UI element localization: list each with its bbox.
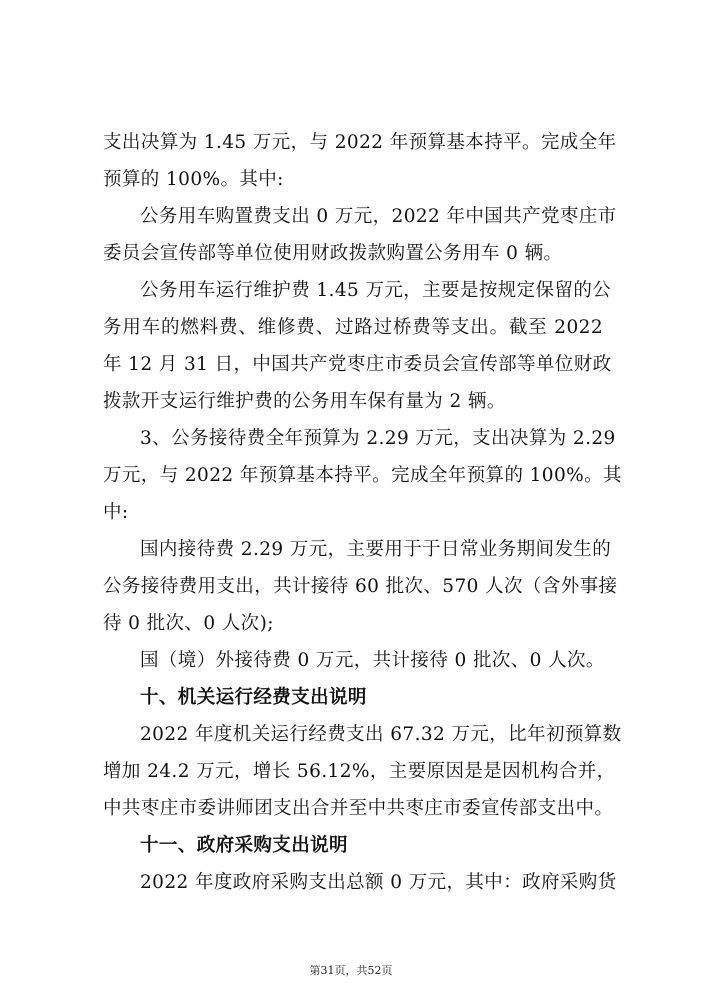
body-text-line: 国内接待费 2.29 万元，主要用于于日常业务期间发生的	[140, 539, 612, 560]
page-number-footer: 第31页，共52页	[309, 964, 393, 977]
section-heading: 十、机关运行经费支出说明	[140, 687, 367, 708]
body-text-line: 中共枣庄市委讲师团支出合并至中共枣庄市委宣传部支出中。	[103, 798, 614, 819]
body-text-line: 万元，与 2022 年预算基本持平。完成全年预算的 100%。其	[103, 465, 622, 486]
body-text-line: 2022 年度政府采购支出总额 0 万元，其中：政府采购货	[140, 872, 617, 893]
body-text-line: 增加 24.2 万元，增长 56.12%，主要原因是是因机构合并，	[103, 761, 616, 782]
body-text-line: 预算的 100%。其中:	[103, 169, 284, 190]
body-text-line: 2022 年度机关运行经费支出 67.32 万元，比年初预算数	[140, 724, 622, 745]
body-text-line: 中:	[103, 502, 129, 523]
body-text-line: 支出决算为 1.45 万元，与 2022 年预算基本持平。完成全年	[103, 132, 617, 153]
body-text-line: 待 0 批次、0 人次);	[103, 613, 274, 634]
body-text-line: 年 12 月 31 日，中国共产党枣庄市委员会宣传部等单位财政	[103, 354, 612, 375]
body-text-line: 公务接待费用支出，共计接待 60 批次、570 人次（含外事接	[103, 576, 618, 597]
body-text-line: 3、公务接待费全年预算为 2.29 万元，支出决算为 2.29	[140, 428, 616, 449]
body-text-line: 公务用车购置费支出 0 万元，2022 年中国共产党枣庄市	[140, 206, 617, 227]
body-text-line: 拨款开支运行维护费的公务用车保有量为 2 辆。	[103, 391, 506, 412]
body-text-line: 国（境）外接待费 0 万元，共计接待 0 批次、0 人次。	[140, 650, 605, 671]
body-text-line: 务用车的燃料费、维修费、过路过桥费等支出。截至 2022	[103, 317, 603, 338]
body-text-line: 公务用车运行维护费 1.45 万元，主要是按规定保留的公	[140, 280, 612, 301]
section-heading: 十一、政府采购支出说明	[140, 835, 348, 856]
body-text-line: 委员会宣传部等单位使用财政拨款购置公务用车 0 辆。	[103, 243, 563, 264]
